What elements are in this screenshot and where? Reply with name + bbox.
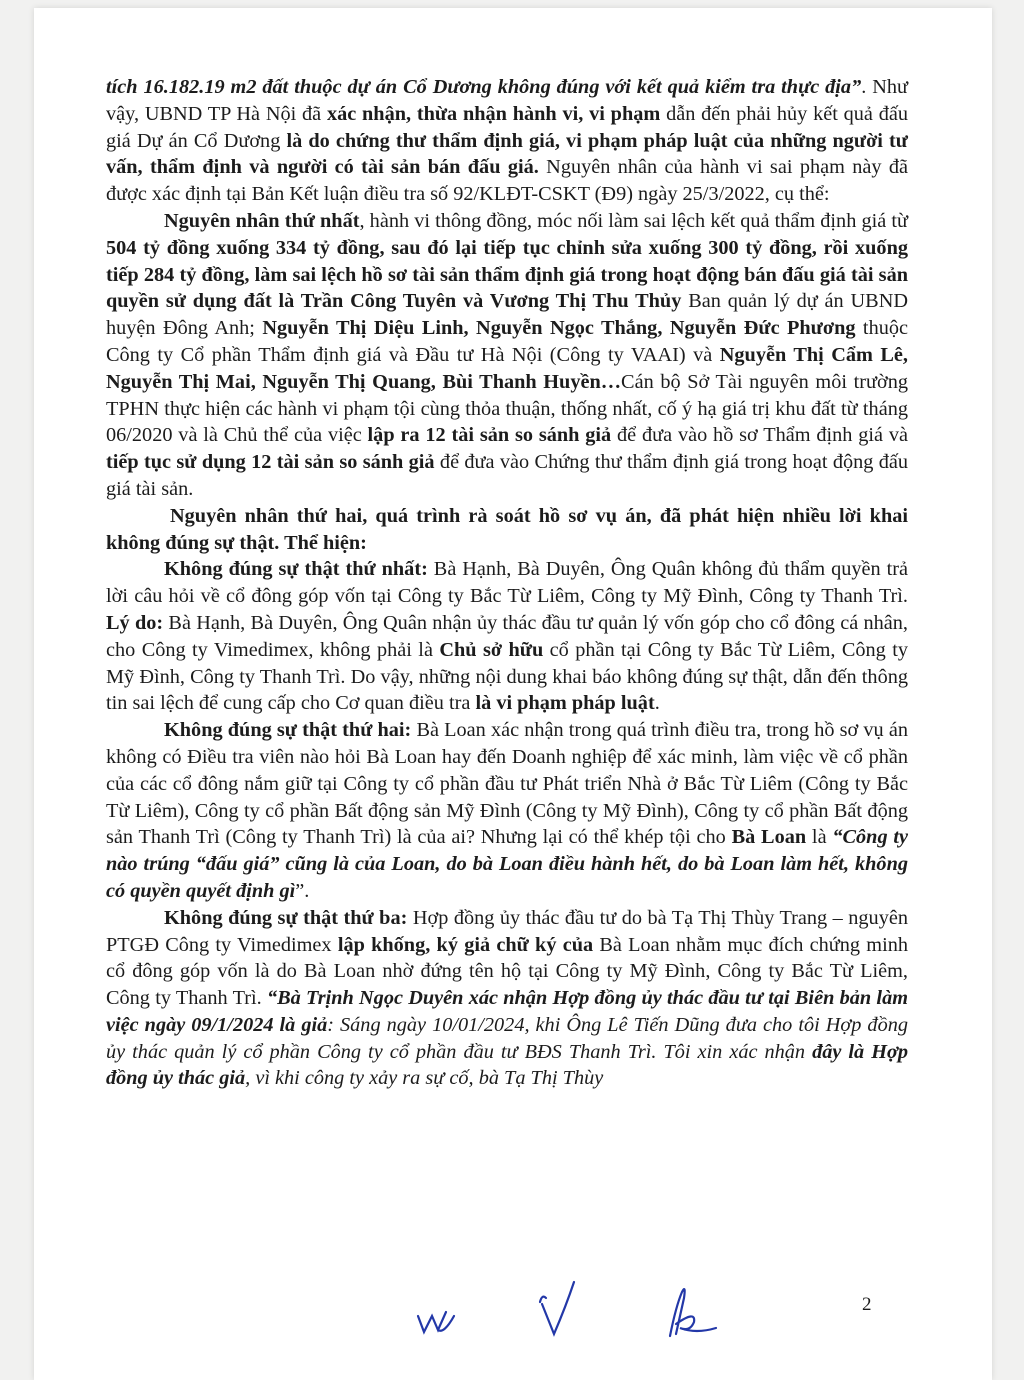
- text-run: ”.: [295, 879, 310, 902]
- text-run: là do chứng thư thẩm định giá, vi phạm pháp luật của những người tư vấn, thẩm định và người có tài sản bán đấu giá.: [106, 129, 908, 179]
- paragraph-5: [106, 717, 908, 905]
- paragraph-6: [106, 905, 908, 1093]
- text-run: để đưa vào hồ sơ Thẩm định giá và: [611, 424, 908, 447]
- text-run: là: [806, 826, 833, 849]
- text-run: tiếp tục sử dụng 12 tài sản so sánh giả: [106, 451, 435, 474]
- text-run: Nguyễn Thị Diệu Linh, Nguyễn Ngọc Thắng, Nguyễn Đức Phương: [262, 317, 856, 340]
- text-run: lập ra 12 tài sản so sánh giả: [367, 424, 612, 447]
- text-run: Nguyên nhân của hành vi sai phạm này đã được xác định tại Bản Kết luận điều tra số 92/KLĐT-CSKT (Đ9) ngày 25/3/2022, cụ thể:: [106, 156, 909, 206]
- text-run: “Bà Trịnh Ngọc Duyên xác nhận Hợp đồng ủy thác đầu tư tại Biên bản làm việc ngày 09/1/2024 là giả: [106, 987, 908, 1036]
- signature-initial-2: [540, 1282, 574, 1334]
- text-run: “Công ty nào trúng “đấu giá” cũng là của Loan, do bà Loan điều hành hết, do bà Loan làm hết, không có quyền quyết định gì: [106, 826, 909, 902]
- text-run: Hợp đồng ủy thác đầu tư do bà Tạ Thị Thùy Trang – nguyên PTGĐ Công ty Vimedimex: [106, 906, 908, 956]
- paragraph-1: [106, 74, 908, 208]
- text-run: cổ phần tại Công ty Bắc Từ Liêm, Công ty Mỹ Đình, Công ty Thanh Trì. Do vậy, những nội dung khai báo không đúng sự thật, dẫn đến thông tin sai lệch để cung cấp cho Cơ quan điều tra: [106, 638, 909, 715]
- text-run: Bà Hạnh, Bà Duyên, Ông Quân nhận ủy thác đầu tư quản lý vốn góp cho cổ đông cá nhân, cho Công ty Vimedimex, không phải là: [106, 611, 908, 661]
- text-run: Nguyễn Thị Cẩm Lê, Nguyễn Thị Mai, Nguyễn Thị Quang, Bùi Thanh Huyền…: [106, 343, 908, 393]
- text-run: Không đúng sự thật thứ nhất:: [164, 558, 428, 581]
- page-number: 2: [862, 1294, 872, 1315]
- text-run: Bà Loan nhằm mục đích chứng minh cổ đông góp vốn là do Bà Loan nhờ đứng tên hộ tại Công ty Mỹ Đình, Công ty Bắc Từ Liêm, Công ty Thanh Trì.: [106, 933, 908, 1010]
- document-body: [106, 74, 908, 1092]
- text-run: xác nhận, thừa nhận hành vi, vi phạm: [326, 102, 661, 125]
- text-run: thuộc Công ty Cổ phần Thẩm định giá và Đầu tư Hà Nội (Công ty VAAI) và: [106, 317, 908, 366]
- text-run: Lý do:: [106, 611, 164, 634]
- text-run: đây là Hợp đồng ủy thác giả: [106, 1040, 908, 1090]
- text-run: Không đúng sự thật thứ hai:: [164, 719, 412, 742]
- paragraph-2: [106, 208, 908, 503]
- text-run: Bà Hạnh, Bà Duyên, Ông Quân không đủ thẩm quyền trả lời câu hỏi về cổ đông góp vốn tại Công ty Bắc Từ Liêm, Công ty Mỹ Đình, Công ty Thanh Trì.: [106, 558, 908, 608]
- text-run: . Như vậy, UBND TP Hà Nội đã: [106, 76, 909, 125]
- text-run: 504 tỷ đồng xuống 334 tỷ đồng, sau đó lại tiếp tục chỉnh sửa xuống 300 tỷ đồng, rồi xuống tiếp 284 tỷ đồng, làm sai lệch hồ sơ tài sản thẩm định giá trong hoạt động bán đấu giá tài sản quyền sử dụng đất là Trần Công Tuyên và Vương Thị Thu Thủy: [106, 236, 908, 313]
- text-run: là vi phạm pháp luật: [475, 692, 655, 715]
- text-run: Ban quản lý dự án UBND huyện Đông Anh;: [106, 290, 908, 340]
- text-run: Không đúng sự thật thứ ba:: [164, 906, 408, 929]
- text-run: , hành vi thông đồng, móc nối làm sai lệch kết quả thẩm định giá từ: [359, 209, 908, 232]
- text-run: : Sáng ngày 10/01/2024, khi Ông Lê Tiến Dũng đưa cho tôi Hợp đồng ủy thác quản lý cổ phần Công ty cổ phần đầu tư BĐS Thanh Trì. Tôi xin xác nhận: [106, 1013, 908, 1063]
- text-run: Nguyên nhân thứ nhất: [164, 209, 360, 232]
- document-page: [34, 8, 992, 1380]
- signature-initial-3: [670, 1289, 716, 1336]
- text-run: để đưa vào Chứng thư thẩm định giá trong hoạt động đấu giá tài sản.: [106, 451, 909, 500]
- text-run: lập khống, ký giả chữ ký của: [337, 933, 594, 956]
- paragraph-4: [106, 556, 908, 717]
- signatures: [414, 1276, 744, 1366]
- text-run: Bà Loan xác nhận trong quá trình điều tra, trong hồ sơ vụ án không có Điều tra viên nào hỏi Bà Loan hay đến Doanh nghiệp để xác minh, làm việc về cổ phần của các cổ đông nắm giữ tại Công ty cổ phần đầu tư Phát triển Nhà ở Bắc Từ Liêm (Công ty Bắc Từ Liêm), Công ty cổ phần Bất động sản Mỹ Đình (Công ty Mỹ Đình), Công ty cổ phần Bất động sản Thanh Trì (Công ty Thanh Trì) là của ai? Nhưng lại có thể khép tội cho: [106, 719, 908, 849]
- text-run: tích 16.182.19 m2 đất thuộc dự án Cổ Dương không đúng với kết quả kiểm tra thực địa”: [106, 76, 862, 98]
- text-run: Bà Loan: [731, 826, 807, 849]
- text-run: Nguyên nhân thứ hai, quá trình rà soát hồ sơ vụ án, đã phát hiện nhiều lời khai không đúng sự thật. Thể hiện:: [106, 504, 908, 554]
- text-run: Cán bộ Sở Tài nguyên môi trường TPHN thực hiện các hành vi phạm tội cùng thỏa thuận, thống nhất, cố ý hạ giá trị khu đất từ tháng 06/2020 và là Chủ thể của việc: [106, 370, 908, 447]
- text-run: .: [654, 692, 660, 715]
- text-run: dẫn đến phải hủy kết quả đấu giá Dự án Cổ Dương: [106, 102, 908, 152]
- signature-initial-1: [418, 1312, 454, 1332]
- text-run: Chủ sở hữu: [439, 638, 544, 661]
- text-run: , vì khi công ty xảy ra sự cố, bà Tạ Thị Thùy: [245, 1067, 604, 1090]
- paragraph-3: [106, 503, 908, 557]
